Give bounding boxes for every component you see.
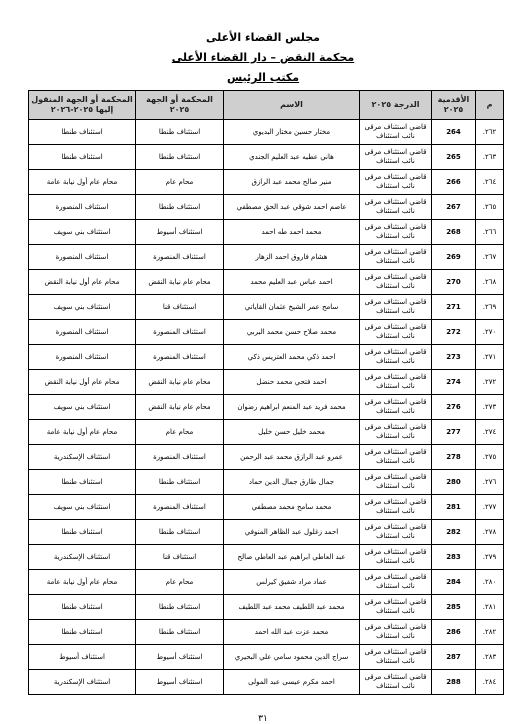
serial-cell: ٢٨٠. (476, 570, 504, 595)
name-cell: محمد خليل حسن خليل (224, 420, 360, 445)
transfer-cell: استئناف بني سويف (29, 395, 136, 420)
name-cell: محمد عزت عبد الله احمد (224, 620, 360, 645)
court-cell: استئناف المنصورة (136, 345, 224, 370)
judges-transfer-table (28, 90, 504, 695)
court-cell: استئناف طنطا (136, 120, 224, 145)
table-row (29, 620, 504, 645)
seniority-cell: 285 (432, 595, 476, 620)
name-cell: عبد العاطي ابراهيم عبد العاطي صالح (224, 545, 360, 570)
council-title: مجلس القضاء الأعلى (206, 31, 320, 44)
court-cell: استئناف طنطا (136, 195, 224, 220)
grade-cell: قاضي استئناف مرقى نائب استئناف (360, 195, 432, 220)
name-cell: عمرو عبد الرازق محمد عبد الرحمن (224, 445, 360, 470)
seniority-cell: 271 (432, 295, 476, 320)
transfer-cell: استئناف بني سويف (29, 295, 136, 320)
court-cell: محام عام نيابة النقض (136, 270, 224, 295)
seniority-cell: 270 (432, 270, 476, 295)
seniority-cell: 288 (432, 670, 476, 695)
serial-cell: ٢٨١. (476, 595, 504, 620)
court-cell: استئناف أسيوط (136, 645, 224, 670)
table-row (29, 645, 504, 670)
transfer-cell: استئناف طنطا (29, 595, 136, 620)
grade-cell: قاضي استئناف مرقى نائب استئناف (360, 295, 432, 320)
court-cell: استئناف قنا (136, 545, 224, 570)
serial-cell: ٢٦٦. (476, 220, 504, 245)
court-cell: استئناف قنا (136, 295, 224, 320)
court-cell: استئناف المنصورة (136, 495, 224, 520)
transfer-cell: استئناف بني سويف (29, 495, 136, 520)
table-row (29, 220, 504, 245)
serial-cell: ٢٨٢. (476, 620, 504, 645)
table-row (29, 520, 504, 545)
seniority-cell: 282 (432, 520, 476, 545)
court-cell: محام عام نيابة النقض (136, 395, 224, 420)
name-cell: هشام فاروق احمد الزهار (224, 245, 360, 270)
transfer-cell: استئناف طنطا (29, 120, 136, 145)
table-row (29, 570, 504, 595)
seniority-cell: 286 (432, 620, 476, 645)
serial-cell: ٢٧٠. (476, 320, 504, 345)
table-row (29, 370, 504, 395)
transfer-cell: استئناف المنصورة (29, 345, 136, 370)
court-cell: استئناف أسيوط (136, 670, 224, 695)
table-header-row (29, 91, 504, 120)
column-header-serial: م (476, 91, 504, 120)
table-row (29, 420, 504, 445)
grade-cell: قاضي استئناف مرقى نائب استئناف (360, 645, 432, 670)
court-cell: محام عام (136, 420, 224, 445)
transfer-cell: محام عام أول نيابة عامة (29, 570, 136, 595)
page-number: ٣١ (258, 714, 268, 724)
transfer-cell: استئناف طنطا (29, 520, 136, 545)
grade-cell: قاضي استئناف مرقى نائب استئناف (360, 620, 432, 645)
seniority-cell: 272 (432, 320, 476, 345)
seniority-cell: 276 (432, 395, 476, 420)
transfer-cell: استئناف الإسكندرية (29, 670, 136, 695)
court-cell: استئناف المنصورة (136, 320, 224, 345)
transfer-cell: استئناف المنصورة (29, 195, 136, 220)
seniority-cell: 281 (432, 495, 476, 520)
seniority-cell: 264 (432, 120, 476, 145)
office-title: مكتب الرئيس (226, 71, 300, 84)
court-cell: استئناف طنطا (136, 595, 224, 620)
transfer-cell: محام عام أول نيابة النقض (29, 370, 136, 395)
seniority-cell: 283 (432, 545, 476, 570)
table-row (29, 270, 504, 295)
serial-cell: ٢٧١. (476, 345, 504, 370)
grade-cell: قاضي استئناف مرقى نائب استئناف (360, 220, 432, 245)
name-cell: منير صالح محمد عبد الرازق (224, 170, 360, 195)
serial-cell: ٢٧٣. (476, 395, 504, 420)
court-cell: استئناف المنصورة (136, 445, 224, 470)
transfer-cell: استئناف طنطا (29, 620, 136, 645)
column-header-court: المحكمة أو الجهة ٢٠٢٥ (136, 91, 224, 120)
name-cell: مختار حسين مختار البديوي (224, 120, 360, 145)
transfer-cell: استئناف المنصورة (29, 320, 136, 345)
transfer-cell: استئناف الإسكندرية (29, 545, 136, 570)
table-row (29, 195, 504, 220)
serial-cell: ٢٧٥. (476, 445, 504, 470)
name-cell: عماد مراد شفيق كيرلس (224, 570, 360, 595)
serial-cell: ٢٧٢. (476, 370, 504, 395)
transfer-cell: محام عام أول نيابة عامة (29, 170, 136, 195)
table-row (29, 445, 504, 470)
serial-cell: ٢٧٩. (476, 545, 504, 570)
table-row (29, 345, 504, 370)
seniority-cell: 277 (432, 420, 476, 445)
transfer-cell: استئناف طنطا (29, 470, 136, 495)
grade-cell: قاضي استئناف مرقى نائب استئناف (360, 670, 432, 695)
table-row (29, 120, 504, 145)
seniority-cell: 268 (432, 220, 476, 245)
table-body (29, 120, 504, 695)
transfer-cell: استئناف أسيوط (29, 645, 136, 670)
serial-cell: ٢٦٨. (476, 270, 504, 295)
table-row (29, 495, 504, 520)
court-cell: استئناف المنصورة (136, 245, 224, 270)
grade-cell: قاضي استئناف مرقى نائب استئناف (360, 120, 432, 145)
grade-cell: قاضي استئناف مرقى نائب استئناف (360, 145, 432, 170)
seniority-cell: 284 (432, 570, 476, 595)
name-cell: عاصم احمد شوقي عبد الحق مصطفي (224, 195, 360, 220)
serial-cell: ٢٧٧. (476, 495, 504, 520)
name-cell: احمد زغلول عبد الظاهر المنوفي (224, 520, 360, 545)
table-row (29, 595, 504, 620)
grade-cell: قاضي استئناف مرقى نائب استئناف (360, 595, 432, 620)
table-row (29, 320, 504, 345)
table-row (29, 670, 504, 695)
seniority-cell: 266 (432, 170, 476, 195)
name-cell: جمال طارق جمال الدين حماد (224, 470, 360, 495)
serial-cell: ٢٧٤. (476, 420, 504, 445)
grade-cell: قاضي استئناف مرقى نائب استئناف (360, 570, 432, 595)
grade-cell: قاضي استئناف مرقى نائب استئناف (360, 245, 432, 270)
seniority-cell: 274 (432, 370, 476, 395)
name-cell: هاني عطيه عبد العليم الجندي (224, 145, 360, 170)
court-cell: استئناف أسيوط (136, 220, 224, 245)
serial-cell: ٢٦٩. (476, 295, 504, 320)
name-cell: محمد عبد اللطيف محمد عبد اللطيف (224, 595, 360, 620)
name-cell: محمد احمد طه احمد (224, 220, 360, 245)
transfer-cell: محام عام أول نيابة النقض (29, 270, 136, 295)
serial-cell: ٢٨٣. (476, 645, 504, 670)
seniority-cell: 280 (432, 470, 476, 495)
serial-cell: ٢٧٨. (476, 520, 504, 545)
serial-cell: ٢٦٣. (476, 145, 504, 170)
serial-cell: ٢٦٧. (476, 245, 504, 270)
table-row (29, 245, 504, 270)
court-cell: استئناف طنطا (136, 145, 224, 170)
column-header-seniority: الأقدمية ٢٠٢٥ (432, 91, 476, 120)
court-title: محكمة النقض – دار القضاء الأعلى (171, 51, 355, 64)
court-cell: استئناف طنطا (136, 520, 224, 545)
table-row (29, 295, 504, 320)
court-cell: استئناف طنطا (136, 620, 224, 645)
grade-cell: قاضي استئناف مرقى نائب استئناف (360, 470, 432, 495)
grade-cell: قاضي استئناف مرقى نائب استئناف (360, 545, 432, 570)
seniority-cell: 278 (432, 445, 476, 470)
name-cell: محمد سامح محمد مصطفي (224, 495, 360, 520)
court-cell: محام عام (136, 170, 224, 195)
transfer-cell: محام عام أول نيابة عامة (29, 420, 136, 445)
grade-cell: قاضي استئناف مرقى نائب استئناف (360, 320, 432, 345)
name-cell: سراج الدين محمود سامي علي البحيري (224, 645, 360, 670)
transfer-cell: استئناف طنطا (29, 145, 136, 170)
grade-cell: قاضي استئناف مرقى نائب استئناف (360, 270, 432, 295)
court-cell: محام عام نيابة النقض (136, 370, 224, 395)
name-cell: احمد مكرم عيسى عبد المولى (224, 670, 360, 695)
grade-cell: قاضي استئناف مرقى نائب استئناف (360, 170, 432, 195)
grade-cell: قاضي استئناف مرقى نائب استئناف (360, 495, 432, 520)
grade-cell: قاضي استئناف مرقى نائب استئناف (360, 395, 432, 420)
serial-cell: ٢٧٦. (476, 470, 504, 495)
table-row (29, 395, 504, 420)
grade-cell: قاضي استئناف مرقى نائب استئناف (360, 420, 432, 445)
seniority-cell: 265 (432, 145, 476, 170)
transfer-cell: استئناف المنصورة (29, 245, 136, 270)
table-row (29, 545, 504, 570)
name-cell: احمد ذكي محمد العتريس ذكي (224, 345, 360, 370)
table-row (29, 145, 504, 170)
transfer-cell: استئناف الإسكندرية (29, 445, 136, 470)
serial-cell: ٢٨٤. (476, 670, 504, 695)
serial-cell: ٢٦٥. (476, 195, 504, 220)
seniority-cell: 269 (432, 245, 476, 270)
seniority-cell: 273 (432, 345, 476, 370)
name-cell: احمد فتحي محمد حنضل (224, 370, 360, 395)
grade-cell: قاضي استئناف مرقى نائب استئناف (360, 345, 432, 370)
table-row (29, 170, 504, 195)
document-header (0, 28, 526, 88)
court-cell: استئناف طنطا (136, 470, 224, 495)
seniority-cell: 267 (432, 195, 476, 220)
grade-cell: قاضي استئناف مرقى نائب استئناف (360, 370, 432, 395)
grade-cell: قاضي استئناف مرقى نائب استئناف (360, 445, 432, 470)
table-row (29, 470, 504, 495)
column-header-name: الاسم (224, 91, 360, 120)
name-cell: محمد صلاح حسن محمد البربي (224, 320, 360, 345)
serial-cell: ٢٦٢. (476, 120, 504, 145)
column-header-grade: الدرجة ٢٠٢٥ (360, 91, 432, 120)
grade-cell: قاضي استئناف مرقى نائب استئناف (360, 520, 432, 545)
seniority-cell: 287 (432, 645, 476, 670)
serial-cell: ٢٦٤. (476, 170, 504, 195)
column-header-transfer: المحكمة أو الجهة المنقول إليها ٢٠٢٥-٢٠٢٦ (29, 91, 136, 120)
name-cell: محمد فريد عبد المنعم ابراهيم رضوان (224, 395, 360, 420)
name-cell: سامح عمر الشيخ عثمان القاياتي (224, 295, 360, 320)
court-cell: محام عام (136, 570, 224, 595)
name-cell: احمد عباس عبد العليم محمد (224, 270, 360, 295)
transfer-cell: استئناف بني سويف (29, 220, 136, 245)
